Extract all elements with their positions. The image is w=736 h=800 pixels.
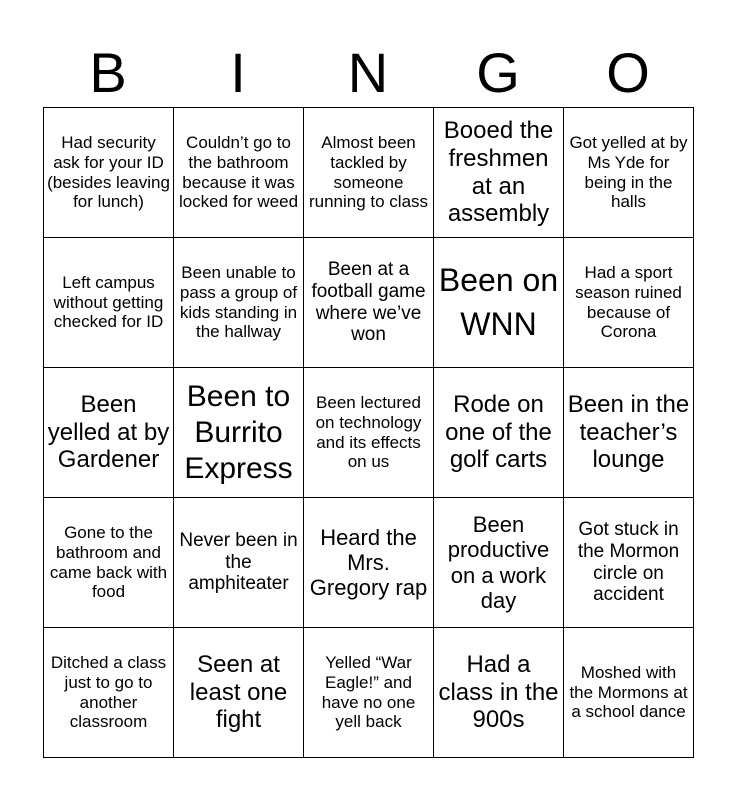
board-row-2 — [44, 238, 694, 368]
bingo-cell[interactable]: Yelled “War Eagle!” and have no one yell back — [304, 628, 434, 758]
bingo-header — [43, 40, 693, 106]
bingo-cell[interactable]: Been lectured on technology and its effects on us — [304, 368, 434, 498]
bingo-cell[interactable]: Ditched a class just to go to another classroom — [44, 628, 174, 758]
bingo-cell[interactable]: Rode on one of the golf carts — [434, 368, 564, 498]
bingo-cell[interactable]: Gone to the bathroom and came back with food — [44, 498, 174, 628]
header-letter-n: N — [347, 41, 389, 104]
bingo-cell[interactable]: Seen at least one fight — [174, 628, 304, 758]
bingo-cell[interactable]: Been in the teacher’s lounge — [564, 368, 694, 498]
board-row-5 — [44, 628, 694, 758]
bingo-cell[interactable]: Got stuck in the Mormon circle on accident — [564, 498, 694, 628]
bingo-cell[interactable]: Got yelled at by Ms Yde for being in the halls — [564, 108, 694, 238]
board-row-4 — [44, 498, 694, 628]
bingo-cell[interactable]: Never been in the amphiteater — [174, 498, 304, 628]
header-letter-b: B — [89, 41, 127, 104]
bingo-cell[interactable]: Had a sport season ruined because of Corona — [564, 238, 694, 368]
header-letter-i: I — [230, 41, 246, 104]
header-letter-o: O — [606, 41, 650, 104]
board-row-3 — [44, 368, 694, 498]
bingo-cell[interactable]: Left campus without getting checked for ID — [44, 238, 174, 368]
header-letter-g: G — [476, 41, 520, 104]
bingo-cell[interactable]: Had a class in the 900s — [434, 628, 564, 758]
bingo-cell[interactable]: Heard the Mrs. Gregory rap — [304, 498, 434, 628]
bingo-cell[interactable]: Moshed with the Mormons at a school dance — [564, 628, 694, 758]
board-row-1 — [44, 108, 694, 238]
bingo-cell[interactable]: Almost been tackled by someone running to class — [304, 108, 434, 238]
bingo-cell[interactable]: Couldn’t go to the bathroom because it was locked for weed — [174, 108, 304, 238]
bingo-cell[interactable]: Been unable to pass a group of kids standing in the hallway — [174, 238, 304, 368]
bingo-cell[interactable]: Been yelled at by Gardener — [44, 368, 174, 498]
bingo-cell[interactable]: Had security ask for your ID (besides leaving for lunch) — [44, 108, 174, 238]
bingo-cell[interactable]: Been to Burrito Express — [174, 368, 304, 498]
bingo-board — [43, 107, 694, 758]
bingo-cell[interactable]: Been at a football game where we’ve won — [304, 238, 434, 368]
bingo-cell[interactable]: Been on WNN — [434, 238, 564, 368]
bingo-cell[interactable]: Been productive on a work day — [434, 498, 564, 628]
bingo-cell[interactable]: Booed the freshmen at an assembly — [434, 108, 564, 238]
